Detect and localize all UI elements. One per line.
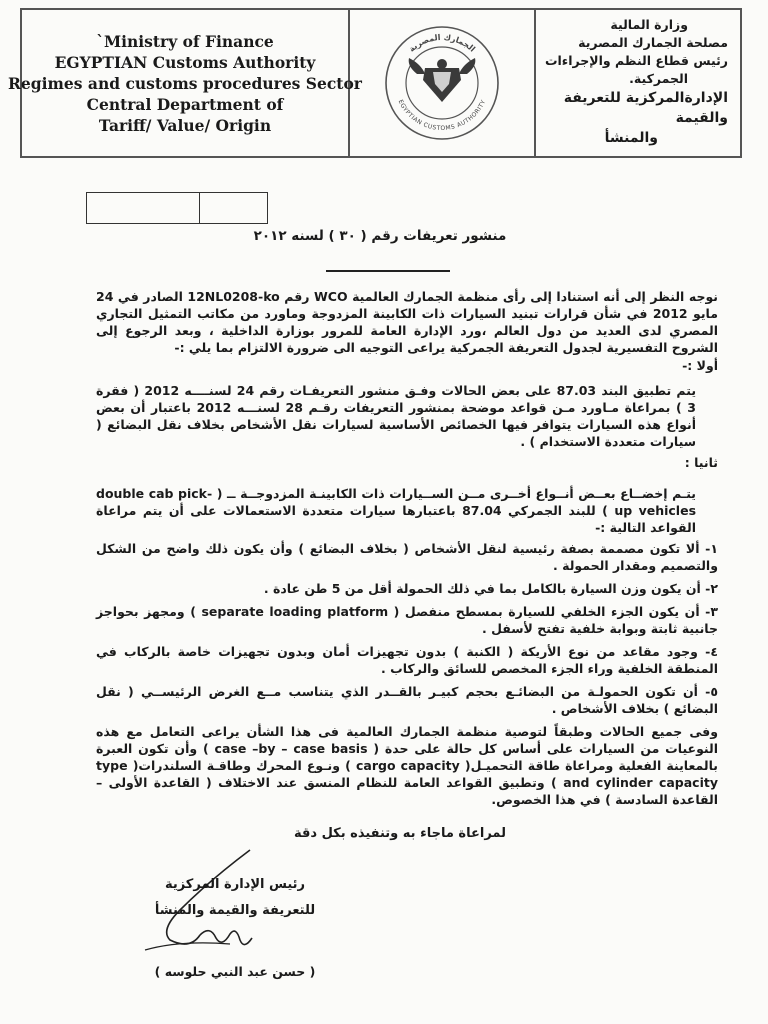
letterhead-english-line: Tariff/ Value/ Origin (98, 115, 272, 135)
document-body (96, 288, 718, 808)
final-paragraph: وفى جميع الحالات وطبقاً لتوصية منظمة الجمارك العالمية فى هذا الشأن يراعى التعامل مع هذه النوعيات من السيارات على أساس كل حالة على حدة ( case –by – case basis ) وأن تكون العبرة بالمعاينة الفعلية ومراعاة طاقة التحميـل( cargo capacity ) ونـوع المحرك وطاقـة السلندرات( type and cylinder capacity ) وتطبيق القواعد العامة للنظام المنسق عند الاختلاف ( القاعدة الأولى – القاعدة السادسة ) في هذا الخصوص. (96, 724, 718, 807)
reference-cell (200, 193, 267, 223)
letterhead-english-line: EGYPTIAN Customs Authority (54, 52, 316, 72)
letterhead-english-line: Central Department of (86, 94, 284, 114)
signatory-title (150, 872, 320, 924)
section-heading-second: ثانيا : (684, 455, 718, 470)
first-paragraph: يتم تطبيق البند 87.03 على بعض الحالات وفـق منشور التعريفـات رقم 24 لسنــــه 2012 ( فقرة 3 ) بمراعاة مـاورد مـن قواعد موضحة بمنشور التعريفات رقـم 28 لسنـــه 2012 باعتبار أن بعض أنواع هذه السيارات يتوافر فيها الخصائص الأساسية لسيارات نقل الأشخاص بخلاف نقل البضائع ( سيارات متعددة الاستخدام ) . (96, 383, 697, 449)
letterhead-arabic-line: رئيس قطاع النظم والإجراءات (544, 53, 728, 68)
intro-paragraph: نوجه النظر إلى أنه استنادا إلى رأى منظمة الجمارك العالمية WCO رقم 12NL0208-ko الصادر في 24 مايو 2012 في شأن قرارات تبنيد السيارات ذات الكابينة المزدوجة وماورد من مكاتب التمثيل التجاري المصري لدى العديد من دول العالم ،ورد الإدارة العامة للمرور بوزارة الداخلية ، وبعد الرجوع إلى الشروح التفسيرية لجدول التعريفة الجمركية يراعى التوجيه الى ضرورة الالتزام بما يلي :- (96, 289, 718, 355)
letterhead-arabic (536, 10, 740, 156)
letterhead-seal-cell (350, 10, 536, 156)
svg-text:EGYPTIAN CUSTOMS AUTHORITY (397, 99, 488, 132)
signatory-title-line: للتعريفة والقيمة والمنشأ (154, 903, 316, 918)
seal-bottom-text: EGYPTIAN CUSTOMS AUTHORITY (396, 98, 488, 133)
reference-number-box (86, 192, 268, 224)
rule-item: ٢- أن يكون وزن السيارة بالكامل بما في ذلك الحمولة أقل من 5 طن عادة . (263, 581, 718, 596)
closing-line: لمراعاة ماجاء به وتنفيذه بكل دقة (293, 826, 507, 841)
seal-top-text: الجمارك المصرية (407, 32, 477, 54)
rule-item: ٣- أن يكون الجزء الخلفي للسيارة بمسطح منفصل ( separate loading platform ) ومجهز بحواجز جانبية ثابتة وبوابة خلفية تفتح لأسفل . (96, 604, 718, 636)
customs-seal-icon (377, 18, 507, 148)
second-paragraph: يتـم إخضــاع بعــض أنــواع أخــرى مــن الســيارات ذات الكابينـة المزدوجــة ــ ( double cab pick-up vehicles ) للبند الجمركي 87.04 باعتبارها سيارات متعددة الاستعمالات على أن يتم مراعاة القواعد التالية :- (96, 486, 697, 535)
letterhead-arabic-line: مصلحة الجمارك المصرية (578, 35, 728, 50)
rule-item: ١- ألا تكون مصممة بصفة رئيسية لنقل الأشخاص ( بخلاف البضائع ) وأن يكون ذلك واضح من الشكل والتصميم ومقدار الحمولة . (96, 541, 718, 573)
letterhead-arabic-line: والمنشأ (604, 130, 658, 146)
letterhead-english-line: `Ministry of Finance (96, 31, 274, 51)
letterhead-arabic-line: الجمركية. (629, 71, 688, 86)
signatory-name: ( حسن عبد النبي حلوسه ) (154, 964, 316, 979)
letterhead-english (8, 10, 362, 156)
reference-cell (87, 193, 200, 223)
letterhead-english-line: Regimes and customs procedures Sector (8, 73, 362, 93)
letterhead-arabic-line: وزارة المالية (610, 17, 688, 32)
letterhead (8, 8, 742, 158)
document-title: منشور تعريفات رقم ( ٣٠ ) لسنه ٢٠١٢ (253, 228, 507, 244)
signatory-title-line: رئيس الإدارة المركزية (164, 877, 306, 892)
section-heading-first: أولا :- (682, 358, 718, 373)
rule-item: ٤- وجود مقاعد من نوع الأريكة ( الكنبة ) بدون تجهيزات أمان وبدون تجهيزات خاصة بالركاب في المنطقة الخلفية وراء الجزء المخصص للسائق والركاب . (96, 644, 718, 676)
letterhead-arabic-line: الإدارةالمركزية للتعريفة والقيمة (563, 90, 728, 126)
rule-item: ٥- أن تكون الحمولـة من البضائـع بحجم كبيـر بالقــدر الذي يتناسب مــع الغرض الرئيســي ( نقل البضائع ) بخلاف الأشخاص . (96, 684, 718, 716)
title-underline (326, 270, 450, 272)
svg-text:الجمارك المصرية (407, 33, 477, 54)
